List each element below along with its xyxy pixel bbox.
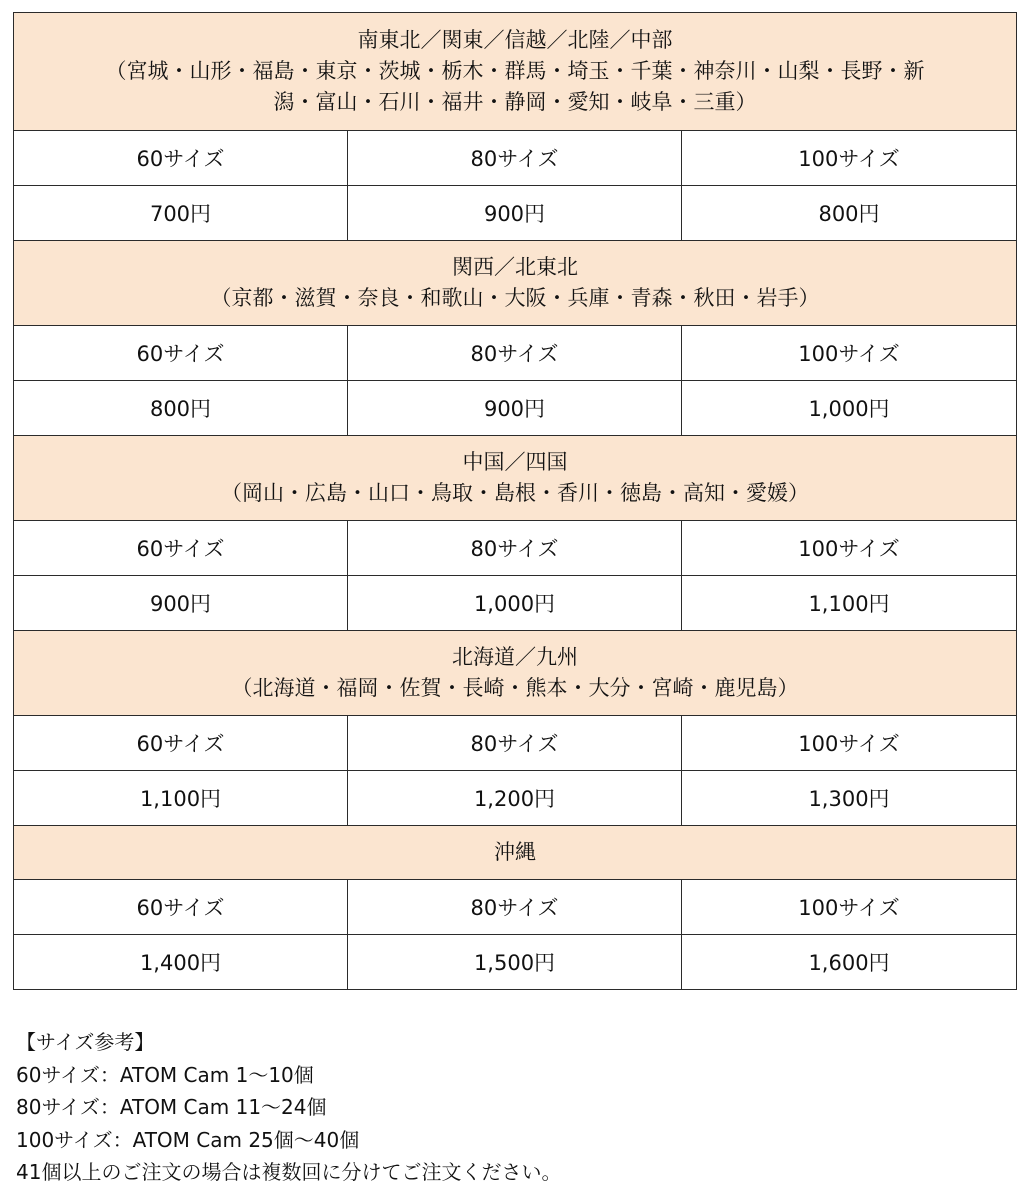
price-cell: 900円: [348, 186, 682, 241]
price-cell: 1,100円: [682, 576, 1017, 631]
price-cell: 1,400円: [14, 935, 348, 990]
price-row: [14, 771, 1017, 826]
size-row: [14, 716, 1017, 771]
price-cell: 900円: [14, 576, 348, 631]
region-prefectures: 潟・富山・石川・福井・静岡・愛知・岐阜・三重）: [273, 90, 757, 114]
price-cell: 1,500円: [348, 935, 682, 990]
price-row: [14, 935, 1017, 990]
price-cell: 800円: [682, 186, 1017, 241]
price-cell: 1,100円: [14, 771, 348, 826]
region-header: [14, 241, 1017, 326]
price-cell: 1,600円: [682, 935, 1017, 990]
price-cell: 700円: [14, 186, 348, 241]
shipping-rate-table: [13, 12, 1017, 990]
region-name: 中国／四国: [462, 450, 568, 474]
region-header-row: [14, 631, 1017, 716]
price-row: [14, 186, 1017, 241]
price-cell: 1,000円: [682, 381, 1017, 436]
notes-line: 60サイズ：ATOM Cam 1～10個: [16, 1062, 314, 1087]
notes-heading: 【サイズ参考】: [16, 1030, 155, 1054]
region-name: 関西／北東北: [452, 255, 578, 279]
region-prefectures: （宮城・山形・福島・東京・茨城・栃木・群馬・埼玉・千葉・神奈川・山梨・長野・新: [105, 59, 925, 83]
size-row: [14, 880, 1017, 935]
price-cell: 900円: [348, 381, 682, 436]
size-cell: 80サイズ: [348, 521, 682, 576]
region-header: [14, 436, 1017, 521]
size-reference-notes: [16, 1026, 1016, 1189]
price-cell: 1,200円: [348, 771, 682, 826]
region-name: 南東北／関東／信越／北陸／中部: [357, 28, 673, 52]
region-name: 北海道／九州: [452, 645, 578, 669]
price-cell: 1,300円: [682, 771, 1017, 826]
region-header-row: [14, 826, 1017, 880]
region-header: [14, 13, 1017, 131]
region-header-row: [14, 241, 1017, 326]
size-cell: 100サイズ: [682, 716, 1017, 771]
size-cell: 80サイズ: [348, 716, 682, 771]
region-prefectures: （岡山・広島・山口・鳥取・島根・香川・徳島・高知・愛媛）: [221, 481, 809, 505]
price-cell: 800円: [14, 381, 348, 436]
region-prefectures: （北海道・福岡・佐賀・長崎・熊本・大分・宮崎・鹿児島）: [231, 676, 799, 700]
size-row: [14, 131, 1017, 186]
notes-line: 100サイズ：ATOM Cam 25個～40個: [16, 1127, 360, 1152]
region-name: 沖縄: [494, 840, 536, 864]
region-header-row: [14, 436, 1017, 521]
size-cell: 80サイズ: [348, 880, 682, 935]
size-cell: 100サイズ: [682, 521, 1017, 576]
size-cell: 100サイズ: [682, 880, 1017, 935]
shipping-rate-table-container: [13, 12, 1016, 990]
price-row: [14, 576, 1017, 631]
size-cell: 100サイズ: [682, 131, 1017, 186]
size-cell: 60サイズ: [14, 716, 348, 771]
size-row: [14, 326, 1017, 381]
size-cell: 60サイズ: [14, 521, 348, 576]
price-cell: 1,000円: [348, 576, 682, 631]
size-cell: 60サイズ: [14, 131, 348, 186]
region-header: [14, 631, 1017, 716]
price-row: [14, 381, 1017, 436]
notes-line: 80サイズ：ATOM Cam 11～24個: [16, 1095, 327, 1119]
notes-line: 41個以上のご注文の場合は複数回に分けてご注文ください。: [16, 1160, 562, 1184]
region-header: [14, 826, 1017, 880]
size-cell: 100サイズ: [682, 326, 1017, 381]
size-cell: 60サイズ: [14, 326, 348, 381]
size-row: [14, 521, 1017, 576]
region-prefectures: （京都・滋賀・奈良・和歌山・大阪・兵庫・青森・秋田・岩手）: [210, 286, 820, 310]
region-header-row: [14, 13, 1017, 131]
size-cell: 80サイズ: [348, 131, 682, 186]
size-cell: 80サイズ: [348, 326, 682, 381]
size-cell: 60サイズ: [14, 880, 348, 935]
